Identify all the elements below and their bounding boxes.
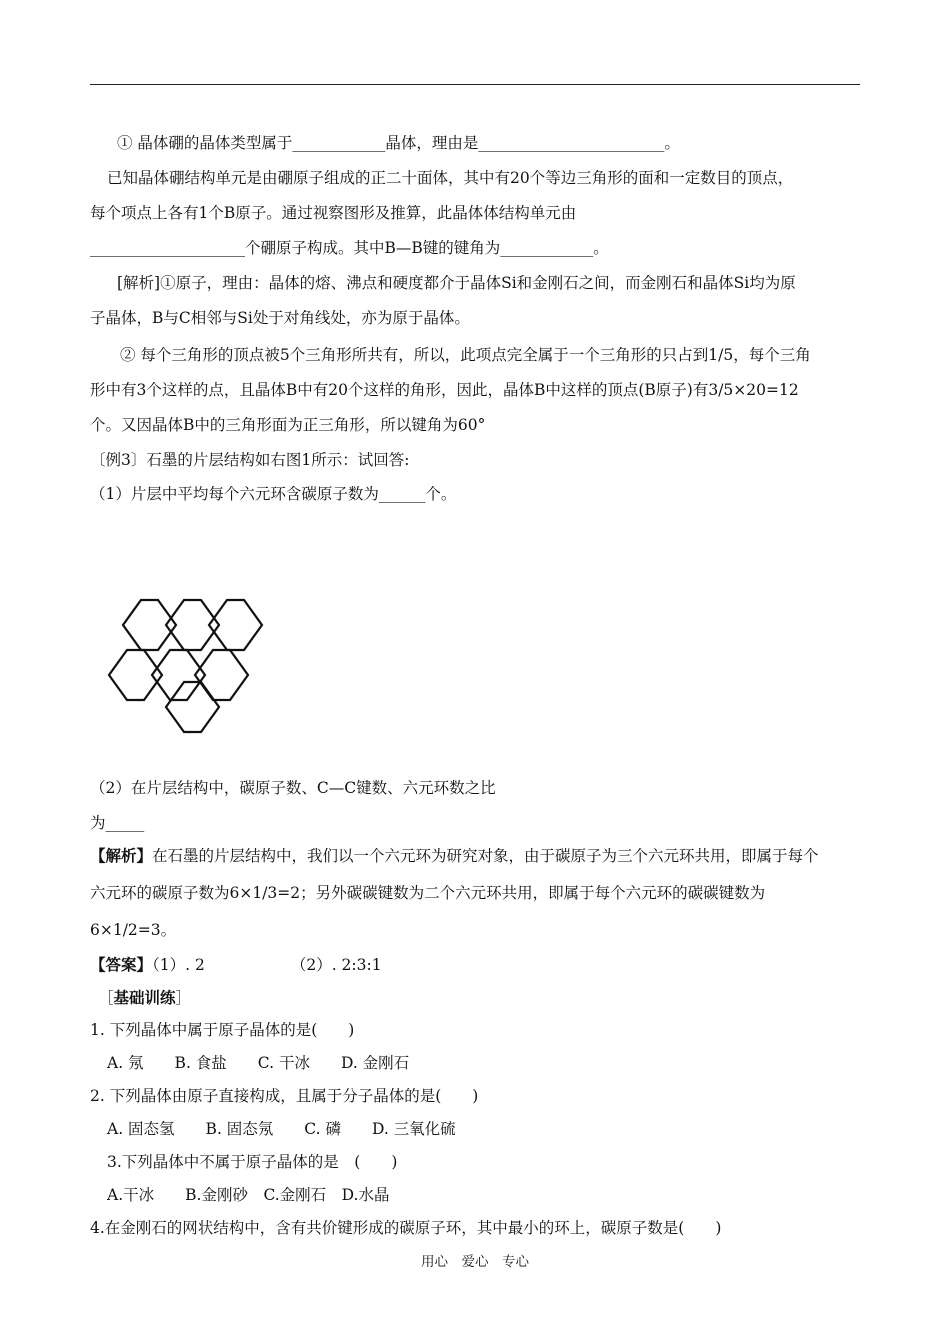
header-rule	[90, 84, 860, 85]
question-line: ① 晶体硼的晶体类型属于____________晶体，理由是________________________。	[117, 134, 680, 152]
hexagon-ring	[166, 600, 219, 650]
analysis-line: 形中有3个这样的点，且晶体B中有20个这样的角形，因此，晶体B中这样的顶点(B原子)有3/5×20=12	[90, 381, 799, 399]
answer-label: 【答案】	[90, 955, 153, 974]
hexagon-ring	[109, 650, 162, 700]
question-4: 4.在金刚石的网状结构中，含有共价键形成的碳原子环，其中最小的环上，碳原子数是( )	[90, 1219, 722, 1237]
analysis-line	[90, 846, 819, 866]
hexagon-ring	[209, 600, 262, 650]
question-line: （2）在片层结构中，碳原子数、C—C键数、六元环数之比	[90, 779, 496, 797]
question-1-options: A. 氖 B. 食盐 C. 干冰 D. 金刚石	[107, 1054, 410, 1072]
section-label: 基础训练	[113, 988, 176, 1007]
question-3: 3.下列晶体中不属于原子晶体的是 ( )	[107, 1153, 398, 1171]
hexagon-ring	[123, 600, 176, 650]
page-footer: 用心 爱心 专心	[421, 1254, 529, 1270]
question-2-options: A. 固态氢 B. 固态氖 C. 磷 D. 三氧化硫	[107, 1120, 456, 1138]
analysis-line: ② 每个三角形的顶点被5个三角形所共有，所以，此项点完全属于一个三角形的只占到1/5，每个三角	[120, 346, 811, 364]
analysis-line: 个。又因晶体B中的三角形面为正三角形，所以键角为60°	[90, 416, 486, 434]
hexagon-ring	[195, 650, 248, 700]
answer-1: （1）. 2	[152, 956, 205, 974]
question-3-options: A.干冰 B.金刚砂 C.金刚石 D.水晶	[107, 1186, 390, 1204]
hexagon-ring	[152, 650, 205, 700]
section-title: ［基础训练］	[98, 988, 192, 1007]
analysis-line: 子晶体，B与C相邻与Si处于对角线处，亦为原于晶体。	[90, 309, 470, 327]
answer-2: （2）. 2:3:1	[290, 956, 382, 974]
example-title: 〔例3〕石墨的片层结构如右图1所示：试回答:	[90, 451, 410, 469]
analysis-line: [解析]①原子，理由：晶体的熔、沸点和硬度都介于晶体Si和金刚石之间，而金刚石和晶体Si均为原	[117, 274, 796, 292]
analysis-text: 在石墨的片层结构中，我们以一个六元环为研究对象，由于碳原子为三个六元环共用，即属于每个	[152, 847, 819, 865]
hexagon-ring	[166, 682, 219, 732]
question-line: （1）片层中平均每个六元环含碳原子数为______个。	[90, 485, 457, 503]
text-line: 每个项点上各有1个B原子。通过视察图形及推算，此晶体体结构单元由	[90, 204, 577, 222]
question-2: 2. 下列晶体由原子直接构成，且属于分子晶体的是( )	[90, 1087, 479, 1105]
text-line: 已知晶体硼结构单元是由硼原子组成的正二十面体，其中有20个等边三角形的面和一定数目的顶点，	[107, 169, 794, 187]
analysis-line: 6×1/2=3。	[90, 921, 177, 939]
analysis-line: 六元环的碳原子数为6×1/3=2；另外碳碳键数为二个六元环共用，即属于每个六元环的碳碳键数为	[90, 884, 766, 902]
graphite-hexagon-figure	[95, 590, 275, 740]
question-line: 为_____	[90, 814, 145, 832]
text-line: ____________________个硼原子构成。其中B—B键的键角为____________。	[90, 239, 609, 257]
analysis-label: 【解析】	[90, 846, 153, 865]
question-1: 1. 下列晶体中属于原子晶体的是( )	[90, 1021, 355, 1039]
answer-line	[90, 955, 382, 975]
